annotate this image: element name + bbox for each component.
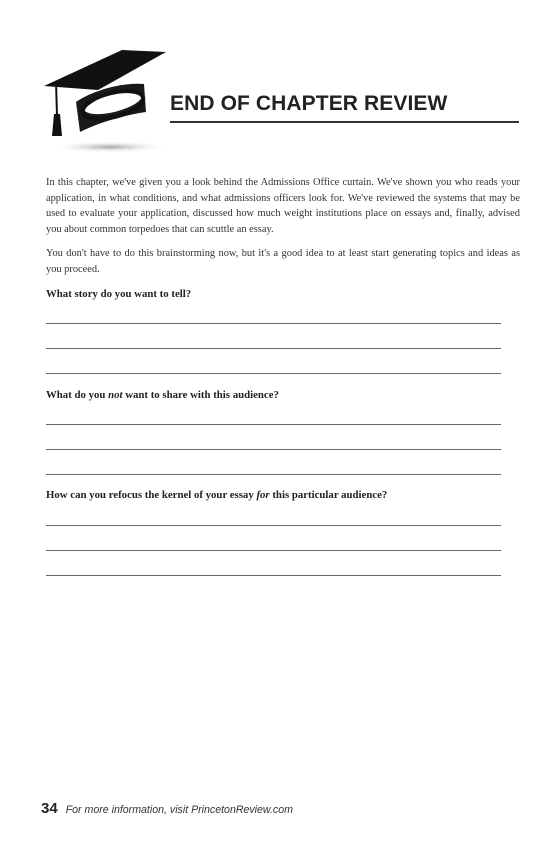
question-2 (46, 389, 279, 401)
answer-line[interactable] (46, 373, 501, 374)
question-3-text-before: How can you refocus the kernel of your essay (46, 489, 257, 501)
answer-line[interactable] (46, 550, 501, 551)
title-underline (170, 121, 519, 123)
page-number: 34 (41, 800, 58, 817)
question-3-text-after: this particular audience? (269, 489, 388, 501)
chapter-review-title: END OF CHAPTER REVIEW (170, 92, 448, 115)
page-footer (41, 800, 293, 818)
question-2-text-after: want to share with this audience? (122, 389, 279, 401)
graduation-cap-icon (40, 44, 170, 156)
question-3 (46, 489, 387, 501)
question-2-emphasis: not (108, 389, 123, 401)
intro-paragraph-2: You don't have to do this brainstorming now, but it's a good idea to at least start generating topics and ideas as you proceed. (46, 248, 520, 275)
answer-line[interactable] (46, 323, 501, 324)
answer-line[interactable] (46, 424, 501, 425)
question-2-text-before: What do you (46, 389, 109, 401)
answer-line[interactable] (46, 348, 501, 349)
question-1 (46, 288, 191, 300)
footer-text: For more information, visit PrincetonReview.com (65, 804, 293, 816)
answer-line[interactable] (46, 525, 501, 526)
answer-line[interactable] (46, 474, 501, 475)
answer-line[interactable] (46, 449, 501, 450)
question-1-text: What story do you want to tell? (46, 288, 192, 300)
answer-line[interactable] (46, 575, 501, 576)
question-3-emphasis: for (256, 489, 270, 501)
intro-paragraph-1: In this chapter, we've given you a look behind the Admissions Office curtain. We've shown you who reads your application, in what conditions, and what admissions officers look for. We've reviewed the systems that may be used to evaluate your application, discussed how much weight institutions place on essays and, finally, advised you about common torpedoes that can scuttle an essay. (46, 177, 520, 235)
